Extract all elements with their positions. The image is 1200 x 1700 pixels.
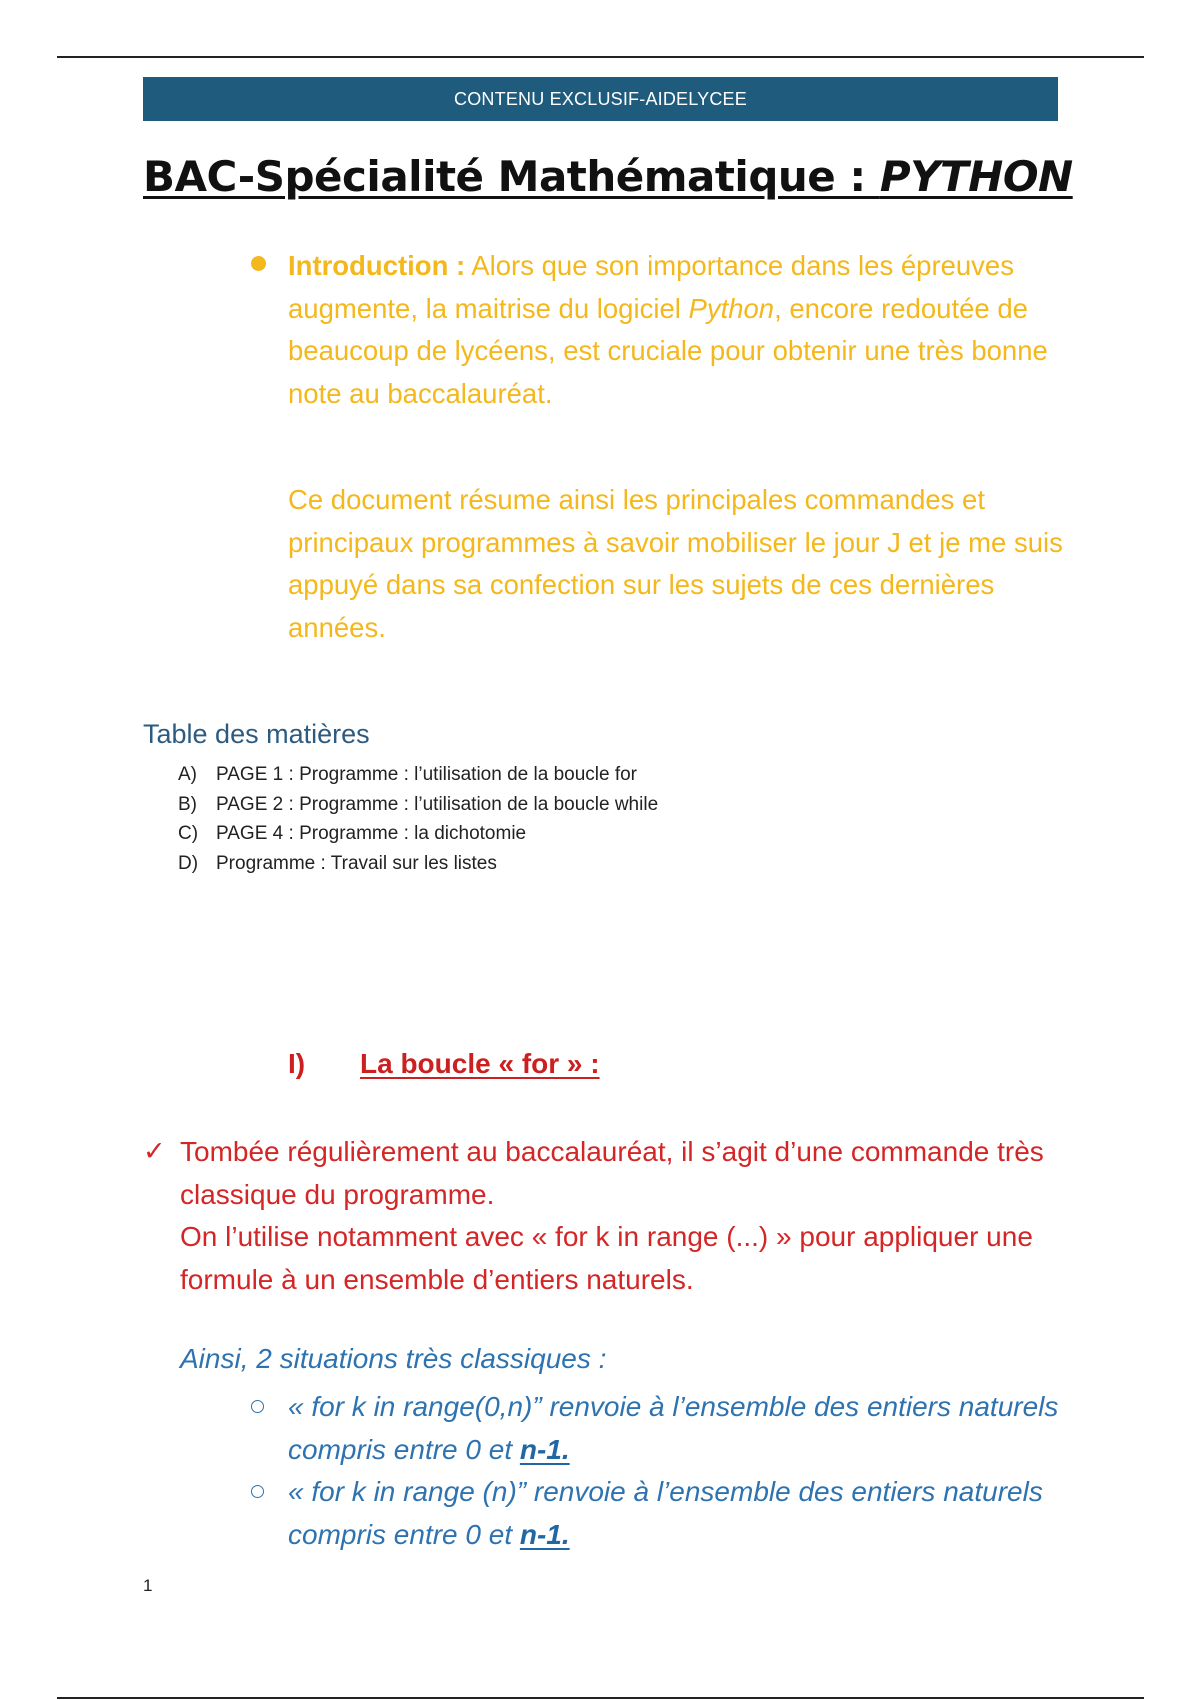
- header-banner: [143, 77, 1058, 121]
- toc-item[interactable]: [178, 760, 658, 790]
- situation-item: [288, 1471, 1078, 1556]
- checkmark-paragraph: [143, 1131, 1080, 1301]
- toc-marker: B): [178, 793, 197, 815]
- toc-item[interactable]: [178, 790, 658, 820]
- situations-list: [288, 1386, 1078, 1556]
- checkmark-icon: ✓: [143, 1136, 166, 1167]
- situation-text: « for k in range (n)” renvoie à l’ensemble des entiers naturels compris entre 0 et: [288, 1476, 1043, 1550]
- situation-emph: n-1.: [519, 1518, 570, 1550]
- situations-heading: Ainsi, 2 situations très classiques :: [180, 1343, 607, 1374]
- toc-item-text: PAGE 4 : Programme : la dichotomie: [216, 823, 527, 844]
- top-rule: [57, 56, 1144, 58]
- situation-item: [288, 1386, 1078, 1471]
- intro-text-after: , encore redoutée de beaucoup de lycéens, est cruciale pour obtenir une très bonne note au baccalauréat.: [288, 292, 1048, 409]
- toc-marker: D): [178, 852, 199, 874]
- intro-label: Introduction :: [288, 250, 466, 281]
- bullet-dot-icon: [251, 256, 266, 271]
- toc-item-text: PAGE 1 : Programme : l’utilisation de la boucle for: [216, 764, 638, 785]
- section-title: La boucle « for » :: [360, 1048, 600, 1079]
- situation-emph: n-1.: [519, 1433, 570, 1465]
- page-number: 1: [143, 1576, 153, 1595]
- intro-paragraph: [288, 245, 1068, 415]
- section-heading: [288, 1048, 600, 1080]
- toc-title: Table des matières: [143, 719, 370, 749]
- toc-item-text: Programme : Travail sur les listes: [216, 852, 497, 874]
- bottom-rule: [57, 1697, 1144, 1699]
- circle-bullet-icon: [251, 1485, 264, 1498]
- toc-item[interactable]: [178, 819, 658, 849]
- situation-text: « for k in range(0,n)” renvoie à l’ensemble des entiers naturels compris entre 0 et: [288, 1391, 1059, 1465]
- check-line-1: Tombée régulièrement au baccalauréat, il s’agit d’une commande très classique du programme.: [180, 1136, 1044, 1210]
- intro-paragraph-2: Ce document résume ainsi les principales commandes et principaux programmes à savoir mobiliser le jour J et je me suis appuyé dans sa confection sur les sujets de ces dernières années.: [288, 484, 1063, 643]
- table-of-contents: [178, 760, 658, 878]
- toc-marker: C): [178, 823, 199, 844]
- check-line-2: On l’utilise notamment avec « for k in range (...) » pour appliquer une formule à un ensemble d’entiers naturels.: [180, 1221, 1033, 1295]
- circle-bullet-icon: [251, 1400, 264, 1413]
- banner-text: CONTENU EXCLUSIF-AIDELYCEE: [454, 89, 747, 109]
- toc-item[interactable]: [178, 849, 658, 879]
- introduction-block: [288, 245, 1068, 649]
- title-main: BAC-Spécialité Mathématique :: [143, 152, 880, 201]
- page-title: [143, 152, 1073, 201]
- toc-item-text: PAGE 2 : Programme : l’utilisation de la boucle while: [216, 793, 659, 815]
- intro-text-before: Alors que son importance dans les épreuves augmente, la maitrise du logiciel: [288, 250, 1014, 324]
- section-number: I): [288, 1048, 306, 1079]
- toc-marker: A): [178, 764, 197, 785]
- intro-python-word: Python: [688, 292, 775, 324]
- title-python: PYTHON: [879, 152, 1073, 201]
